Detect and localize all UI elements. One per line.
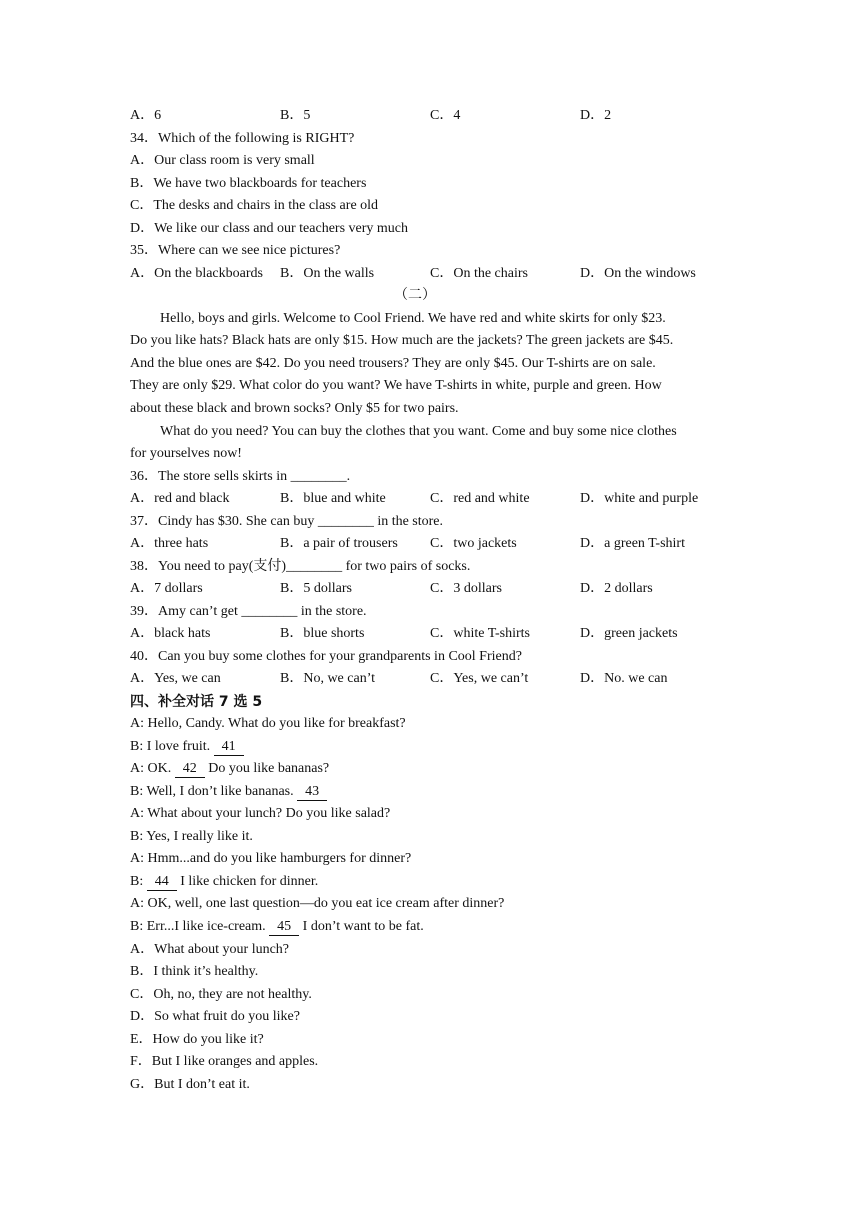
- dialogue-line: A: OK, well, one last question—do you eat ice cream after dinner?: [130, 896, 505, 911]
- dialogue-line: [130, 871, 730, 893]
- q39-stem: 39．Amy can’t get ________ in the store.: [130, 604, 367, 619]
- dialogue-line: A: What about your lunch? Do you like salad?: [130, 806, 391, 821]
- q34-option-d: D．We like our class and our teachers very much: [130, 221, 408, 236]
- q34-option-c: C．The desks and chairs in the class are old: [130, 198, 379, 213]
- blank-43[interactable]: 43: [297, 784, 327, 801]
- dialogue-text: B: I love fruit.: [130, 739, 214, 754]
- passage-line: about these black and brown socks? Only $5 for two pairs.: [130, 401, 459, 416]
- q39-option-d: D．green jackets: [580, 626, 678, 641]
- q34-stem: 34．Which of the following is RIGHT?: [130, 131, 355, 146]
- passage-line: They are only $29. What color do you want? We have T-shirts in white, purple and green. How: [130, 378, 662, 393]
- q36-option-a: A．red and black: [130, 491, 230, 506]
- dialogue-line: B: Yes, I really like it.: [130, 829, 253, 844]
- q36-stem: 36．The store sells skirts in ________.: [130, 469, 351, 484]
- q35-option-b: B．On the walls: [280, 266, 375, 281]
- dialogue-line: A: Hello, Candy. What do you like for breakfast?: [130, 716, 406, 731]
- blank-44[interactable]: 44: [147, 874, 177, 891]
- dialogue-line: [130, 916, 730, 938]
- section-2-title: （二）: [394, 288, 436, 303]
- dialogue-line: [130, 781, 730, 803]
- q35-option-a: A．On the blackboards: [130, 266, 263, 281]
- q35-options: [130, 263, 730, 285]
- passage-line: And the blue ones are $42. Do you need trousers? They are only $45. Our T-shirts are on sale.: [130, 356, 656, 371]
- q40-option-c: C．Yes, we can’t: [430, 671, 529, 686]
- dialogue-text: B: Well, I don’t like bananas.: [130, 784, 298, 799]
- blank-41[interactable]: 41: [214, 739, 244, 756]
- dialogue-text: A: OK.: [130, 761, 175, 776]
- dialogue-line: A: Hmm...and do you like hamburgers for dinner?: [130, 851, 412, 866]
- q33-option-a: A．6: [130, 108, 162, 123]
- q37-option-b: B．a pair of trousers: [280, 536, 398, 551]
- q33-options: [130, 105, 730, 127]
- dialogue-text: I like chicken for dinner.: [176, 874, 319, 889]
- q38-option-d: D．2 dollars: [580, 581, 653, 596]
- q38-options: [130, 578, 730, 600]
- choice-c: C．Oh, no, they are not healthy.: [130, 987, 312, 1002]
- q40-stem: 40．Can you buy some clothes for your grandparents in Cool Friend?: [130, 649, 522, 664]
- q36-option-d: D．white and purple: [580, 491, 699, 506]
- q40-option-d: D．No. we can: [580, 671, 668, 686]
- q35-option-c: C．On the chairs: [430, 266, 528, 281]
- q33-option-b: B．5: [280, 108, 311, 123]
- q37-stem: 37．Cindy has $30. She can buy ________ in the store.: [130, 514, 444, 529]
- passage-line: for yourselves now!: [130, 446, 242, 461]
- q39-option-b: B．blue shorts: [280, 626, 365, 641]
- q34-option-b: B．We have two blackboards for teachers: [130, 176, 367, 191]
- passage-line: Do you like hats? Black hats are only $15. How much are the jackets? The green jackets are $45.: [130, 333, 674, 348]
- q40-option-a: A．Yes, we can: [130, 671, 221, 686]
- choice-a: A．What about your lunch?: [130, 942, 290, 957]
- q40-options: [130, 668, 730, 690]
- q35-option-d: D．On the windows: [580, 266, 696, 281]
- dialogue-text: B:: [130, 874, 147, 889]
- section-4-title: 四、补全对话 7 选 5: [130, 694, 263, 710]
- choice-g: G．But I don’t eat it.: [130, 1077, 250, 1092]
- q38-option-b: B．5 dollars: [280, 581, 352, 596]
- q39-option-a: A．black hats: [130, 626, 211, 641]
- choice-b: B．I think it’s healthy.: [130, 964, 259, 979]
- q33-option-d: D．2: [580, 108, 612, 123]
- blank-45[interactable]: 45: [269, 919, 299, 936]
- blank-42[interactable]: 42: [175, 761, 205, 778]
- q33-option-c: C．4: [430, 108, 461, 123]
- q36-option-c: C．red and white: [430, 491, 530, 506]
- q37-option-c: C．two jackets: [430, 536, 517, 551]
- dialogue-line: [130, 758, 730, 780]
- q37-option-a: A．three hats: [130, 536, 209, 551]
- q34-option-a: A．Our class room is very small: [130, 153, 315, 168]
- q38-option-c: C．3 dollars: [430, 581, 502, 596]
- q38-option-a: A．7 dollars: [130, 581, 203, 596]
- dialogue-text: I don’t want to be fat.: [299, 919, 424, 934]
- choice-d: D．So what fruit do you like?: [130, 1009, 300, 1024]
- q35-stem: 35．Where can we see nice pictures?: [130, 243, 341, 258]
- dialogue-line: [130, 736, 730, 758]
- q36-options: [130, 488, 730, 510]
- q36-option-b: B．blue and white: [280, 491, 386, 506]
- choice-f: F．But I like oranges and apples.: [130, 1054, 319, 1069]
- q39-options: [130, 623, 730, 645]
- q39-option-c: C．white T-shirts: [430, 626, 530, 641]
- q37-option-d: D．a green T-shirt: [580, 536, 685, 551]
- dialogue-text: B: Err...I like ice-cream.: [130, 919, 270, 934]
- q37-options: [130, 533, 730, 555]
- dialogue-text: Do you like bananas?: [204, 761, 330, 776]
- q38-stem: 38．You need to pay(支付)________ for two pairs of socks.: [130, 559, 471, 574]
- passage-line: What do you need? You can buy the clothes that you want. Come and buy some nice clothes: [160, 424, 677, 439]
- q40-option-b: B．No, we can’t: [280, 671, 375, 686]
- passage-line: Hello, boys and girls. Welcome to Cool Friend. We have red and white skirts for only $23.: [160, 311, 666, 326]
- choice-e: E．How do you like it?: [130, 1032, 264, 1047]
